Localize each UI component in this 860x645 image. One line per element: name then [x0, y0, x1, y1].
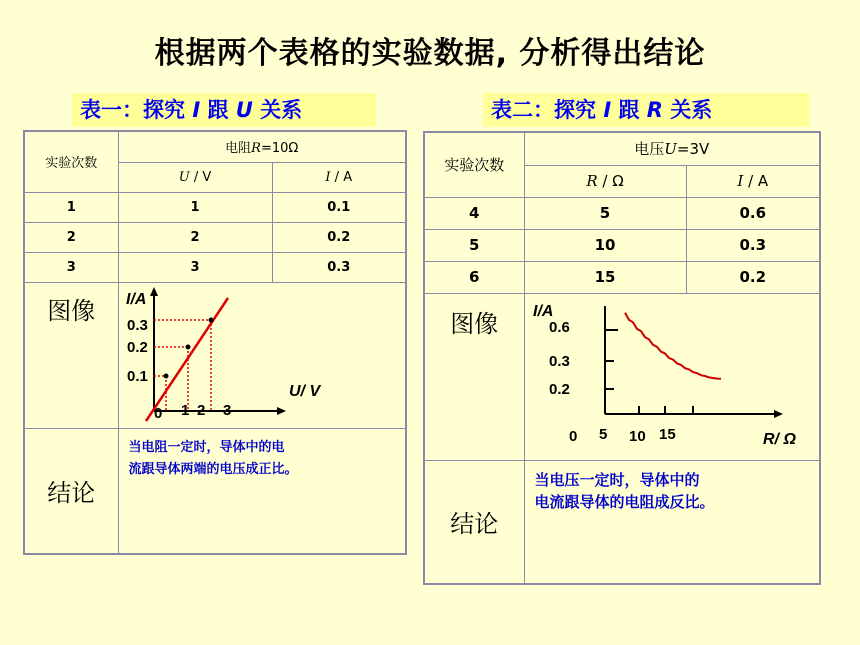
table1-col-trials: 实验次数 — [24, 131, 118, 192]
tick-label: 5 — [598, 425, 607, 443]
page-title: 根据两个表格的实验数据, 分析得出结论 — [154, 36, 706, 71]
origin-label: 0 — [153, 404, 162, 422]
table1-col-i: I / A — [272, 162, 406, 192]
tick-label: 0.2 — [548, 380, 570, 398]
tick-label: 10 — [628, 427, 646, 445]
table2-graph-cell — [524, 293, 820, 460]
table2 — [423, 131, 821, 585]
table2-col-trials: 实验次数 — [424, 132, 524, 197]
table2-conclusion-label: 结论 — [424, 460, 524, 584]
tick-label: 0.6 — [548, 318, 570, 336]
x-axis-label: R/ Ω — [762, 430, 796, 448]
x-axis-arrow — [774, 410, 783, 418]
table2-col-i: I / A — [686, 165, 820, 197]
data-point-2 — [185, 344, 190, 349]
table2-graph-label: 图像 — [424, 293, 524, 460]
y-axis-label: I/A — [532, 302, 553, 320]
table-row: 1 1 0.1 — [24, 192, 406, 222]
table1-conclusion: 当电阻一定时，导体中的电 流跟导体两端的电压成正比。 — [118, 428, 406, 554]
table1-conclusion-label: 结论 — [24, 428, 118, 554]
axis-ticks — [605, 330, 693, 414]
tick-label: 0.2 — [126, 338, 148, 356]
tick-label: 3 — [222, 401, 231, 419]
data-point-1 — [163, 373, 168, 378]
table-row: 4 5 0.6 — [424, 197, 820, 229]
origin-label: 0 — [568, 427, 577, 445]
table-row: 2 2 0.2 — [24, 222, 406, 252]
table-row: 5 10 0.3 — [424, 229, 820, 261]
tick-label: 0.1 — [126, 367, 148, 385]
table1-graph-cell — [118, 282, 406, 428]
tick-label: 2 — [196, 401, 205, 419]
table2-group-header: 电压U=3V — [524, 132, 820, 165]
tick-label: 1 — [180, 401, 189, 419]
tick-label: 0.3 — [126, 316, 148, 334]
data-curve — [625, 312, 721, 378]
tick-label: 0.3 — [548, 352, 570, 370]
table1-chart — [119, 283, 406, 429]
x-axis-label: U/ V — [288, 382, 320, 400]
table1-group-header: 电阻R=10Ω — [118, 131, 406, 162]
tick-label: 15 — [658, 425, 676, 443]
table2-conclusion: 当电压一定时，导体中的 电流跟导体的电阻成反比。 — [524, 460, 820, 584]
table1-graph-label: 图像 — [24, 282, 118, 428]
table2-chart — [525, 294, 820, 461]
table1-caption: 表一：探究 I 跟 U 关系 — [72, 93, 376, 127]
table1 — [23, 130, 407, 555]
data-point-3 — [208, 317, 213, 322]
table1-col-u: U / V — [118, 162, 272, 192]
table-row: 3 3 0.3 — [24, 252, 406, 282]
table2-col-r: R / Ω — [524, 165, 686, 197]
table2-caption: 表二：探究 I 跟 R 关系 — [483, 93, 809, 127]
table-row: 6 15 0.2 — [424, 261, 820, 293]
x-axis-arrow — [277, 407, 286, 415]
y-axis-arrow — [150, 287, 158, 296]
y-axis-label: I/A — [125, 290, 146, 308]
